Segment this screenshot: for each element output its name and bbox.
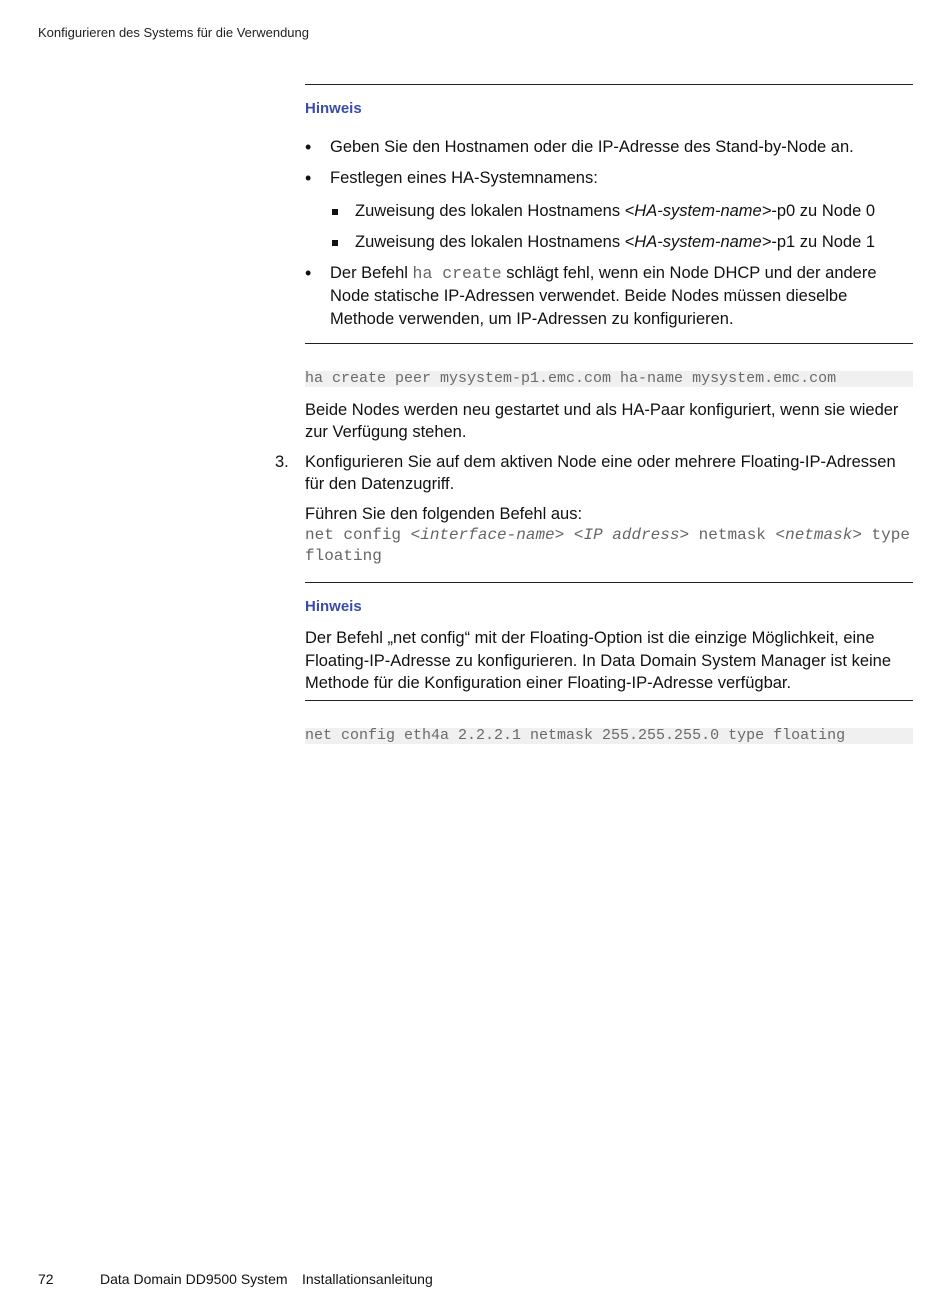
variable-ha-system-name: <HA-system-name> bbox=[624, 233, 772, 251]
bullet-suffix: schlägt fehl, wenn ein Node DHCP und der andere Node statische IP-Adressen verwendet. Beide Nodes müssen dieselbe Methode verwenden, um IP-Adressen zu konfigurieren. bbox=[330, 264, 877, 328]
instruction-text: Führen Sie den folgenden Befehl aus: bbox=[305, 505, 583, 523]
page-content bbox=[275, 84, 913, 744]
sub-bullet-item-node1 bbox=[330, 231, 913, 254]
bullet-text: Geben Sie den Hostnamen oder die IP-Adresse des Stand-by-Node an. bbox=[330, 138, 854, 156]
step-text: Konfigurieren Sie auf dem aktiven Node eine oder mehrere Floating-IP-Adressen für den Datenzugriff. bbox=[305, 453, 896, 493]
bullet-text: Festlegen eines HA-Systemnamens: bbox=[330, 169, 598, 187]
variable-ha-system-name: <HA-system-name> bbox=[624, 202, 772, 220]
note-title: Hinweis bbox=[305, 100, 362, 117]
code-block-net-config-example: net config eth4a 2.2.2.1 netmask 255.255.255.0 type floating bbox=[305, 728, 913, 744]
step-3 bbox=[275, 451, 913, 567]
cmd-variable-ip-address: <IP address> bbox=[573, 526, 690, 544]
running-header: Konfigurieren des Systems für die Verwendung bbox=[38, 25, 309, 40]
bullet-item-ha-system-name bbox=[305, 167, 913, 254]
footer-page-number: 72 bbox=[38, 1271, 54, 1287]
cmd-part bbox=[564, 526, 574, 544]
cmd-variable-interface-name: <interface-name> bbox=[410, 526, 565, 544]
sub-bullet-prefix: Zuweisung des lokalen Hostnamens bbox=[355, 202, 625, 220]
cmd-part: netmask bbox=[689, 526, 776, 544]
note-bullet-list bbox=[305, 136, 913, 331]
sub-bullet-item-node0 bbox=[330, 200, 913, 223]
sub-bullet-list bbox=[330, 200, 913, 254]
command-syntax bbox=[305, 525, 913, 567]
sub-bullet-prefix: Zuweisung des lokalen Hostnamens bbox=[355, 233, 625, 251]
code-block-ha-create: ha create peer mysystem-p1.emc.com ha-name mysystem.emc.com bbox=[305, 371, 913, 387]
bullet-item-ha-create-fails bbox=[305, 262, 913, 331]
inline-command: ha create bbox=[412, 264, 502, 283]
note-box bbox=[305, 582, 913, 701]
note-box bbox=[305, 84, 913, 344]
cmd-part: net config bbox=[305, 526, 411, 544]
step-number: 3. bbox=[275, 453, 289, 471]
sub-bullet-suffix: -p0 zu Node 0 bbox=[771, 202, 876, 220]
note-title: Hinweis bbox=[305, 598, 362, 615]
footer-product: Data Domain DD9500 System bbox=[100, 1271, 288, 1287]
note-body: Der Befehl „net config“ mit der Floating-Option ist die einzige Möglichkeit, eine Floating-IP-Adresse zu konfigurieren. In Data Domain System Manager ist keine Methode für die Konfiguration einer Floating-IP-Adresse verfügbar. bbox=[305, 629, 892, 692]
cmd-part: type floating bbox=[305, 526, 910, 565]
footer-doc-title: Installationsanleitung bbox=[302, 1271, 433, 1287]
bullet-item-standby-node bbox=[305, 136, 913, 159]
step-instruction bbox=[305, 504, 913, 567]
paragraph-nodes-restart: Beide Nodes werden neu gestartet und als HA-Paar konfiguriert, wenn sie wieder zur Verfügung stehen. bbox=[305, 401, 899, 441]
bullet-prefix: Der Befehl bbox=[330, 264, 413, 282]
cmd-variable-netmask: <netmask> bbox=[775, 526, 862, 544]
sub-bullet-suffix: -p1 zu Node 1 bbox=[771, 233, 876, 251]
